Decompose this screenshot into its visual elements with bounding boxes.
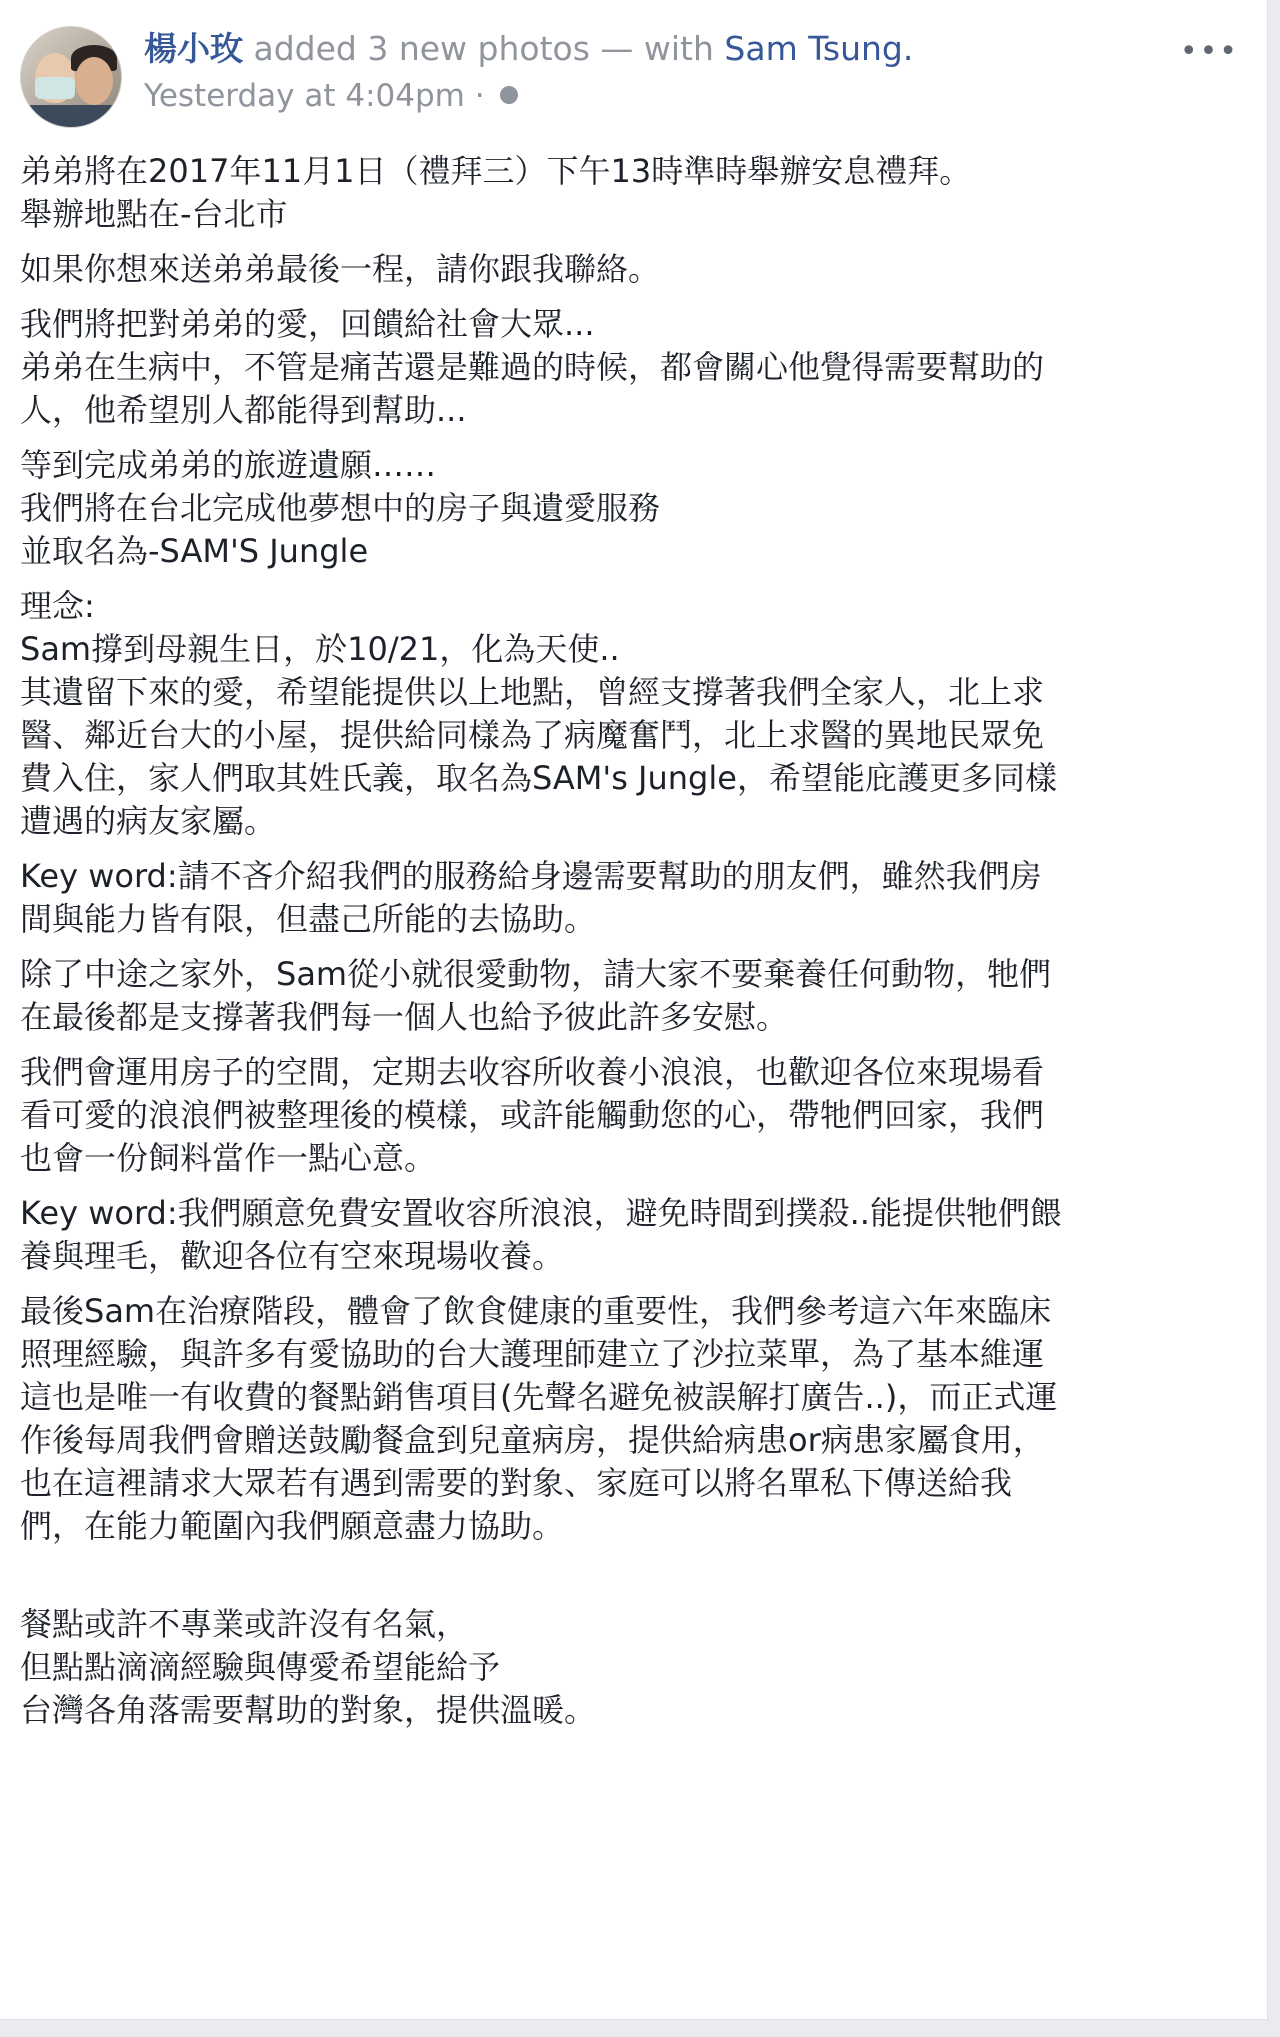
post-text-line: 費入住，家人們取其姓氏義，取名為SAM's Jungle，希望能庇護更多同樣 — [20, 759, 1057, 797]
post-text-line: 人，他希望別人都能得到幫助... — [20, 391, 467, 429]
avatar-shirt — [21, 105, 122, 128]
post-text-line: 看可愛的浪浪們被整理後的模樣，或許能觸動您的心，帶牠們回家，我們 — [20, 1096, 1045, 1134]
post-header — [20, 26, 1247, 136]
post-text-line: 台灣各角落需要幫助的對象，提供溫暖。 — [20, 1691, 597, 1729]
post-action-text: added 3 new photos — with — [253, 29, 714, 68]
author-name-link[interactable]: 楊小玫 — [144, 29, 243, 68]
post-title-line — [144, 28, 1187, 70]
post-text-line: Key word:請不吝介紹我們的服務給身邊需要幫助的朋友們，雖然我們房 — [20, 857, 1042, 895]
avatar[interactable] — [20, 26, 122, 128]
post-text-line: 其遺留下來的愛，希望能提供以上地點，曾經支撐著我們全家人，北上求 — [20, 673, 1045, 711]
post-paragraph — [20, 303, 1240, 432]
post-subtitle-line — [144, 76, 1187, 116]
post-text-line: 們，在能力範圍內我們願意盡力協助。 — [20, 1507, 565, 1545]
post-text-line: 照理經驗，與許多有愛協助的台大護理師建立了沙拉菜單，為了基本維運 — [20, 1335, 1045, 1373]
post-text-line: 在最後都是支撐著我們每一個人也給予彼此許多安慰。 — [20, 998, 789, 1036]
globe-icon[interactable] — [500, 86, 518, 104]
post-text-line: 舉辦地點在-台北市 — [20, 195, 288, 233]
post-text-line: 除了中途之家外，Sam從小就很愛動物，請大家不要棄養任何動物，牠們 — [20, 955, 1052, 993]
post-text-line: 並取名為-SAM'S Jungle — [20, 532, 369, 570]
post-text-line: 遭遇的病友家屬。 — [20, 802, 277, 840]
post-text-line: 理念: — [20, 587, 95, 625]
post-text-line: 也在這裡請求大眾若有遇到需要的對象、家庭可以將名單私下傳送給我 — [20, 1464, 1013, 1502]
post-text-line: 我們會運用房子的空間，定期去收容所收養小浪浪，也歡迎各位來現場看 — [20, 1053, 1045, 1091]
ellipsis-icon[interactable]: ••• — [1179, 34, 1239, 69]
post-paragraph — [20, 1603, 1240, 1732]
blank-line — [20, 1560, 1240, 1603]
post-text-line: 弟弟將在2017年11月1日（禮拜三）下午13時準時舉辦安息禮拜。 — [20, 152, 972, 190]
post-text-line: 作後每周我們會贈送鼓勵餐盒到兒童病房，提供給病患or病患家屬食用， — [20, 1421, 1045, 1459]
post-text-line: 我們將把對弟弟的愛，回饋給社會大眾... — [20, 305, 595, 343]
post-paragraph — [20, 1290, 1240, 1548]
post-paragraph — [20, 585, 1240, 843]
post-text-line: 醫、鄰近台大的小屋，提供給同樣為了病魔奮鬥，北上求醫的異地民眾免 — [20, 716, 1045, 754]
post-paragraph — [20, 444, 1240, 573]
post-paragraph — [20, 248, 1240, 291]
post-text-line: 最後Sam在治療階段，體會了飲食健康的重要性，我們參考這六年來臨床 — [20, 1292, 1052, 1330]
post-body — [20, 150, 1240, 1744]
post-text-line: 也會一份飼料當作一點心意。 — [20, 1139, 437, 1177]
avatar-person-right — [75, 57, 113, 105]
post-text-line: 但點點滴滴經驗與傳愛希望能給予 — [20, 1648, 501, 1686]
post-text-line: Key word:我們願意免費安置收容所浪浪，避免時間到撲殺..能提供牠們餵 — [20, 1194, 1062, 1232]
post-timestamp-link[interactable]: Yesterday at 4:04pm — [144, 78, 465, 114]
post-paragraph — [20, 1192, 1240, 1278]
post-text-line: 如果你想來送弟弟最後一程，請你跟我聯絡。 — [20, 250, 661, 288]
post-paragraph — [20, 953, 1240, 1039]
post-text-line: 養與理毛，歡迎各位有空來現場收養。 — [20, 1237, 565, 1275]
post-text-line: 這也是唯一有收費的餐點銷售項目(先聲名避免被誤解打廣告..)，而正式運 — [20, 1378, 1058, 1416]
post-text-line: 餐點或許不專業或許沒有名氣， — [20, 1605, 469, 1643]
post-text-line: 間與能力皆有限，但盡己所能的去協助。 — [20, 900, 597, 938]
post-paragraph — [20, 855, 1240, 941]
tagged-person-link[interactable]: Sam Tsung. — [724, 29, 914, 68]
separator-dot: · — [474, 78, 485, 114]
post-paragraph — [20, 1051, 1240, 1180]
post-text-line: 我們將在台北完成他夢想中的房子與遺愛服務 — [20, 489, 661, 527]
avatar-mask — [35, 77, 75, 99]
post-text-line: 弟弟在生病中，不管是痛苦還是難過的時候，都會關心他覺得需要幫助的 — [20, 348, 1045, 386]
post-text-line: Sam撐到母親生日，於10/21，化為天使.. — [20, 630, 620, 668]
post-text-line: 等到完成弟弟的旅遊遺願…… — [20, 446, 437, 484]
post-paragraph — [20, 150, 1240, 236]
post-meta — [144, 28, 1187, 116]
